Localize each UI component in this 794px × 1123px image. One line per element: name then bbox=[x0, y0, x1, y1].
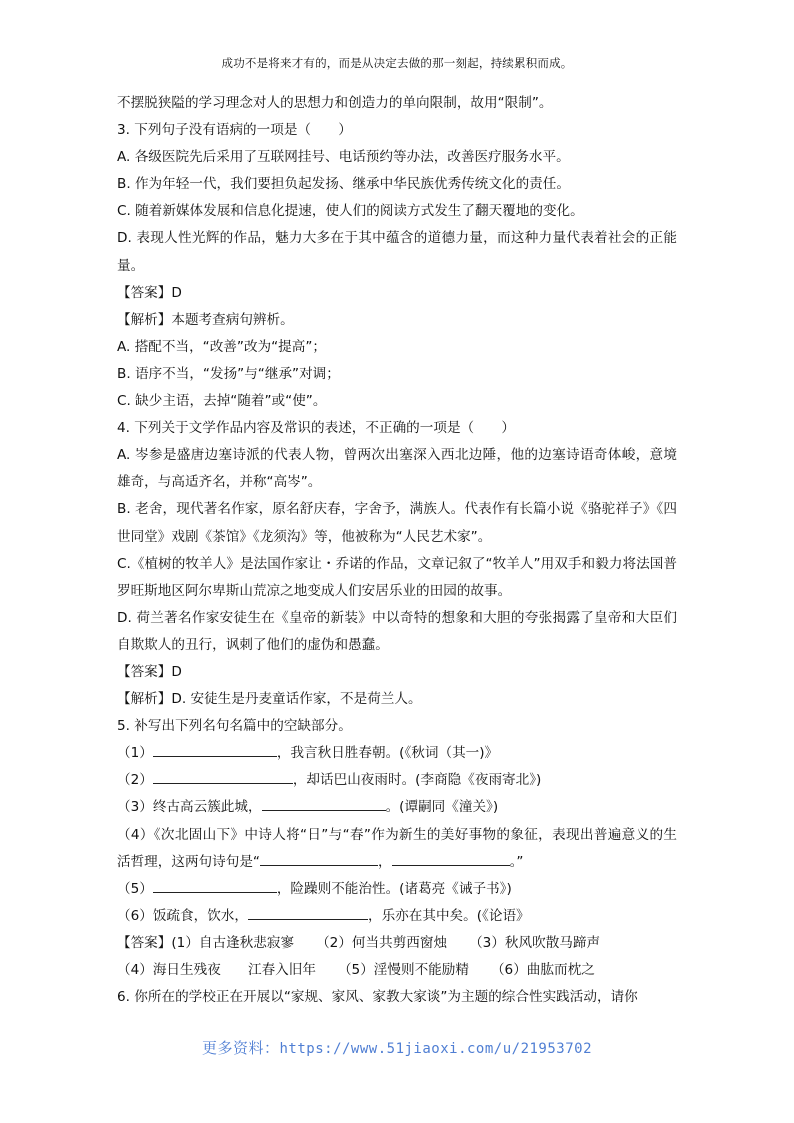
answer-item: （5）淫慢则不能励精 bbox=[337, 962, 469, 978]
answer-item: （6）曲肱而枕之 bbox=[490, 962, 595, 978]
blank-line bbox=[262, 794, 386, 811]
item-text: ，我言秋日胜春朝。(《秋词（其一)》 bbox=[276, 745, 499, 762]
item-text: ，险躁则不能治性。(诸葛亮《诫子书》) bbox=[276, 880, 512, 897]
footer bbox=[0, 1037, 794, 1058]
document-body bbox=[117, 90, 677, 1011]
answer: 【答案】D bbox=[117, 284, 182, 301]
item-text: （3）终古高云簇此城， bbox=[117, 799, 262, 816]
option-a: A. 各级医院先后采用了互联网挂号、电话预约等办法，改善医疗服务水平。 bbox=[117, 149, 570, 166]
answer-item: （2）何当共剪西窗烛 bbox=[316, 934, 448, 951]
analysis-item: C. 缺少主语，去掉“随着”或“使”。 bbox=[117, 393, 327, 410]
option-a: A. 岑参是盛唐边塞诗派的代表人物，曾两次出塞深入西北边陲，他的边塞诗语奇体峻，意境雄奇，与高适齐名，并称“高岑”。 bbox=[117, 447, 677, 491]
item-text: 。” bbox=[509, 853, 524, 870]
item-number: （5） bbox=[117, 880, 153, 897]
question-4: 4. 下列关于文学作品内容及常识的表述，不正确的一项是（ ） bbox=[117, 420, 515, 437]
blank-line bbox=[153, 740, 277, 757]
analysis: 【解析】D. 安徒生是丹麦童话作家，不是荷兰人。 bbox=[117, 691, 422, 708]
blank-line bbox=[248, 903, 368, 920]
item-number: （2） bbox=[117, 772, 153, 789]
option-c: C. 随着新媒体发展和信息化提速，使人们的阅读方式发生了翻天覆地的变化。 bbox=[117, 203, 584, 220]
blank-line bbox=[260, 849, 378, 866]
blank-line bbox=[392, 849, 510, 866]
question-6: 6. 你所在的学校正在开展以“家规、家风、家教大家谈”为主题的综合性实践活动，请你 bbox=[117, 989, 638, 1006]
analysis-item: A. 搭配不当，“改善”改为“提高”； bbox=[117, 338, 326, 355]
option-c: C.《植树的牧羊人》是法国作家让・乔诺的作品，文章记叙了“牧羊人”用双手和毅力将法国普罗旺斯地区阿尔卑斯山荒凉之地变成人们安居乐业的田园的故事。 bbox=[117, 555, 677, 599]
fill-blank-5 bbox=[117, 876, 677, 903]
option-d: D. 表现人性光辉的作品，魅力大多在于其中蕴含的道德力量，而这种力量代表着社会的正能量。 bbox=[117, 230, 677, 274]
item-text: （6）饭疏食，饮水， bbox=[117, 907, 248, 924]
option-b: B. 老舍，现代著名作家，原名舒庆春，字舍予，满族人。代表作有长篇小说《骆驼祥子》《四世同堂》戏剧《茶馆》《龙须沟》等，他被称为“人民艺术家”。 bbox=[117, 501, 677, 545]
fill-blank-1 bbox=[117, 740, 677, 767]
question-3: 3. 下列句子没有语病的一项是（ ） bbox=[117, 122, 352, 139]
footer-label: 更多资料： bbox=[201, 1039, 280, 1057]
text-line: 不摆脱狭隘的学习理念对人的思想力和创造力的单向限制，故用“限制”。 bbox=[117, 95, 553, 111]
option-d: D. 荷兰著名作家安徒生在《皇帝的新装》中以奇特的想象和大胆的夸张揭露了皇帝和大臣们自欺欺人的丑行，讽刺了他们的虚伪和愚蠢。 bbox=[117, 609, 677, 653]
question-5: 5. 补写出下列名句名篇中的空缺部分。 bbox=[117, 718, 352, 735]
blank-line bbox=[153, 876, 277, 893]
analysis-item: B. 语序不当，“发扬”与“继承”对调； bbox=[117, 365, 340, 382]
item-text: ，乐亦在其中矣。(《论语》 bbox=[368, 907, 530, 924]
analysis: 【解析】本题考查病句辨析。 bbox=[117, 311, 294, 328]
answer-line-1 bbox=[117, 930, 677, 957]
answer: 【答案】D bbox=[117, 663, 182, 680]
fill-blank-4 bbox=[117, 822, 677, 876]
answer-item: 【答案】(1）自古逢秋悲寂寥 bbox=[117, 934, 295, 951]
item-text: 。(谭嗣同《潼关》) bbox=[385, 799, 499, 816]
fill-blank-2 bbox=[117, 767, 677, 794]
item-text: （4）《次北固山下》中诗人将“日”与“春”作为新生的美好事物的象征，表现出普遍意义的生活哲理，这两句诗句是“ bbox=[117, 826, 677, 870]
fill-blank-6 bbox=[117, 903, 677, 930]
header-motto: 成功不是将来才有的，而是从决定去做的那一刻起，持续累积而成。 bbox=[221, 56, 573, 70]
footer-link[interactable]: https://www.51jiaoxi.com/u/21953702 bbox=[279, 1041, 593, 1057]
option-b: B. 作为年轻一代，我们要担负起发扬、继承中华民族优秀传统文化的责任。 bbox=[117, 176, 570, 193]
item-text: ， bbox=[377, 853, 392, 870]
answer-item: （3）秋风吹散马蹄声 bbox=[469, 934, 601, 951]
item-number: （1） bbox=[117, 745, 153, 762]
answer-item: （4）海日生残夜 江春入旧年 bbox=[117, 962, 316, 978]
answer-line-2 bbox=[117, 957, 677, 984]
blank-line bbox=[153, 767, 293, 784]
item-text: ，却话巴山夜雨时。(李商隐《夜雨寄北》) bbox=[292, 772, 542, 789]
fill-blank-3 bbox=[117, 794, 677, 821]
